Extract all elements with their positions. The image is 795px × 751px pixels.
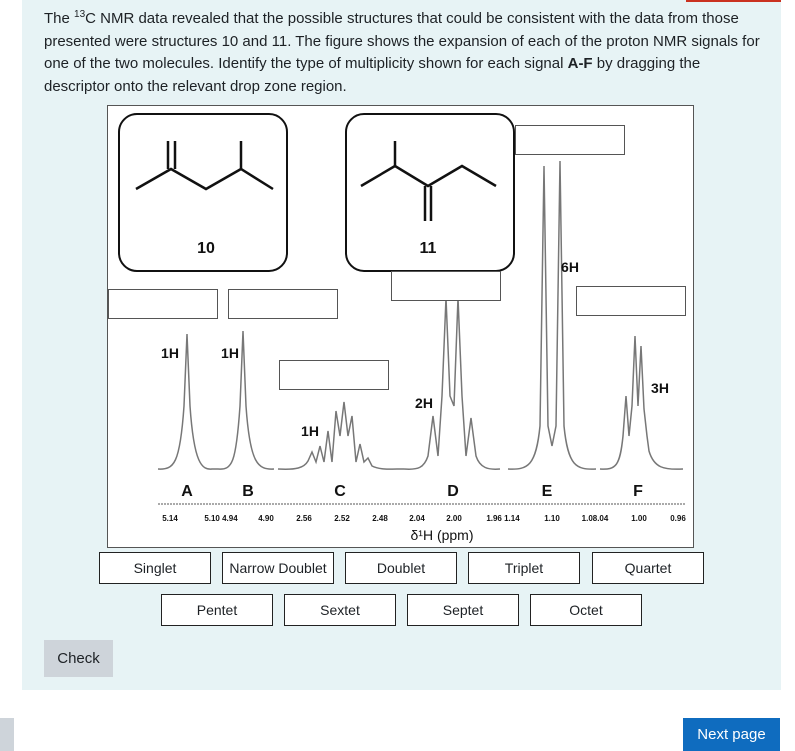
question-text: The $^{13}$C NMR data revealed that the possible structures that could be consistent with the data from those presented were structures 10 and 11. The figure shows the expansion of each of the proton NMR signals for one of the two molecules. Identify the type of multiplicity shown for each signal A-F by dragging the descriptor onto the relevant drop zone region. (44, 9, 760, 95)
integral-e: 6H (561, 259, 579, 275)
next-page-button[interactable]: Next page (683, 718, 780, 751)
choice-septet[interactable]: Septet (407, 594, 519, 626)
structure-11-label: 11 (419, 240, 437, 257)
check-button[interactable]: Check (44, 640, 113, 677)
drop-zone-c[interactable] (279, 360, 389, 390)
axis-tick: 2.04 (409, 514, 425, 523)
previous-page-button-edge[interactable] (0, 718, 14, 751)
integral-b: 1H (221, 345, 239, 361)
nmr-figure-drawing (108, 106, 695, 549)
axis-tick: 2.48 (372, 514, 388, 523)
choice-pentet[interactable]: Pentet (161, 594, 273, 626)
choice-quartet[interactable]: Quartet (592, 552, 704, 584)
axis-tick: 4.90 (258, 514, 274, 523)
choice-sextet[interactable]: Sextet (284, 594, 396, 626)
spectrum-trace-c (278, 402, 404, 469)
peak-label-e: E (541, 483, 553, 500)
choice-narrow-doublet[interactable]: Narrow Doublet (222, 552, 334, 584)
integral-f: 3H (651, 380, 669, 396)
peak-label-d: D (447, 483, 459, 500)
drop-zone-e[interactable] (515, 125, 625, 155)
axis-tick: 1.10 (544, 514, 560, 523)
structure-10-label: 10 (197, 240, 215, 257)
drop-zone-d[interactable] (391, 271, 501, 301)
choice-triplet[interactable]: Triplet (468, 552, 580, 584)
axis-tick: 1.00 (631, 514, 647, 523)
axis-tick: 1.08.04 (581, 514, 609, 523)
axis-tick: 5.14 (162, 514, 178, 523)
peak-label-b: B (242, 483, 254, 500)
axis-tick: 0.96 (670, 514, 686, 523)
drop-zone-b[interactable] (228, 289, 338, 319)
axis-tick: 5.10 4.94 (204, 514, 238, 523)
integral-c: 1H (301, 423, 319, 439)
axis-label: δ¹H (ppm) (410, 527, 474, 543)
top-accent-bar (686, 0, 781, 2)
axis-tick: 2.52 (334, 514, 350, 523)
choice-doublet[interactable]: Doublet (345, 552, 457, 584)
drop-zone-f[interactable] (576, 286, 686, 316)
peak-label-a: A (181, 483, 193, 500)
axis-tick: 2.56 (296, 514, 312, 523)
choice-octet[interactable]: Octet (530, 594, 642, 626)
spectrum-trace-d (404, 298, 500, 469)
peak-label-c: C (334, 483, 346, 500)
axis-tick: 2.00 (446, 514, 462, 523)
drop-zone-a[interactable] (108, 289, 218, 319)
integral-a: 1H (161, 345, 179, 361)
integral-d: 2H (415, 395, 433, 411)
peak-label-f: F (633, 483, 643, 500)
axis-tick: 1.96 1.14 (486, 514, 520, 523)
nmr-figure (107, 105, 694, 548)
choice-singlet[interactable]: Singlet (99, 552, 211, 584)
spectrum-trace-f (600, 336, 683, 469)
